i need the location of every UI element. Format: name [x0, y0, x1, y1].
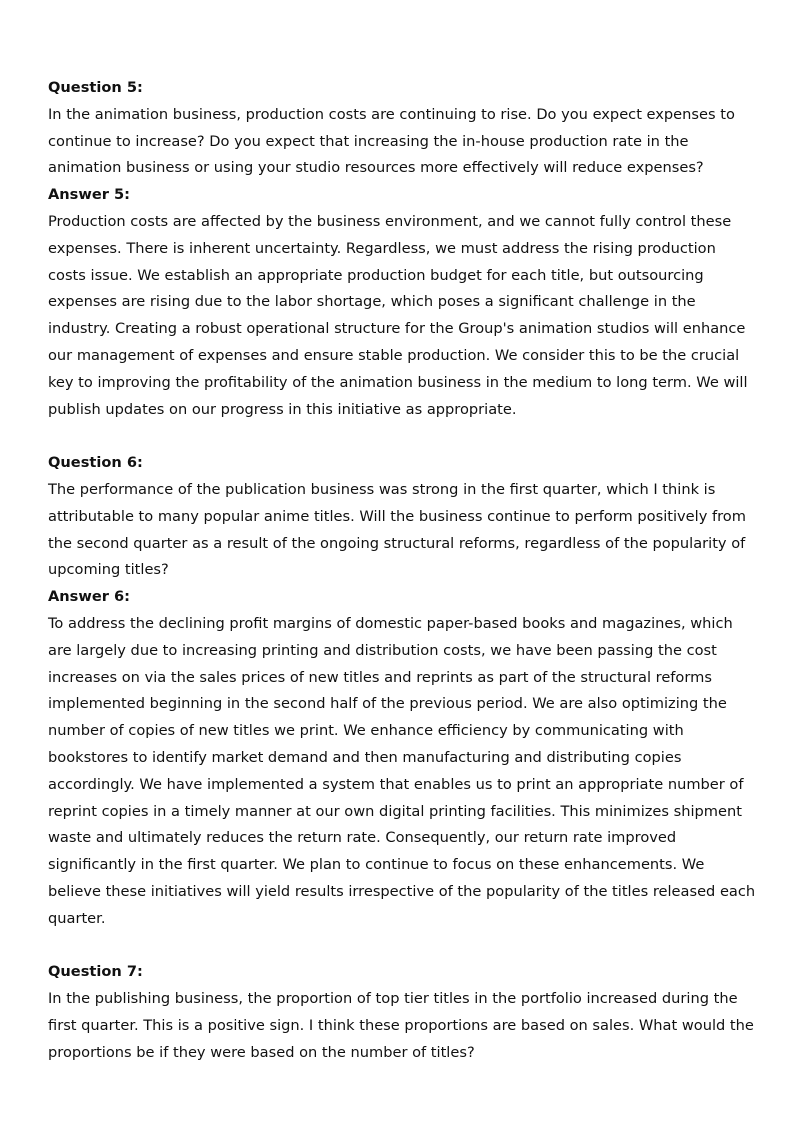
- question-6-text: The performance of the publication business was strong in the first quarter, which I think is attributable to many popular anime titles. Will the business continue to perform positively from the second quarter as a result of the ongoing structural reforms, regardless of the popularity of upcoming titles?: [48, 480, 746, 579]
- answer-6-text: To address the declining profit margins of domestic paper-based books and magazines, which are largely due to increasing printing and distribution costs, we have been passing the cost increases on via the sales prices of new titles and reprints as part of the structural reforms implemented beginning in the second half of the previous period. We are also optimizing the number of copies of new titles we print. We enhance efficiency by communicating with bookstores to identify market demand and then manufacturing and distributing copies accordingly. We have implemented a system that enables us to print an appropriate number of reprint copies in a timely manner at our own digital printing facilities. This minimizes shipment waste and ultimately reduces the return rate. Consequently, our return rate improved significantly in the first quarter. We plan to continue to focus on these enhancements. We believe these initiatives will yield results irrespective of the popularity of the titles released each quarter.: [48, 614, 756, 927]
- document-page: [48, 75, 758, 1093]
- answer-5-text: Production costs are affected by the business environment, and we cannot fully control these expenses. There is inherent uncertainty. Regardless, we must address the rising production costs issue. We establish an appropriate production budget for each title, but outsourcing expenses are rising due to the labor shortage, which poses a significant challenge in the industry. Creating a robust operational structure for the Group's animation studios will enhance our management of expenses and ensure stable production. We consider this to be the crucial key to improving the profitability of the animation business in the medium to long term. We will publish updates on our progress in this initiative as appropriate.: [48, 212, 748, 418]
- question-5-label: Question 5:: [48, 79, 143, 96]
- qa-block-5: [48, 75, 758, 423]
- question-7-label: Question 7:: [48, 963, 143, 981]
- answer-6-label: Answer 6:: [48, 588, 131, 606]
- qa-block-6: [48, 450, 758, 932]
- question-5-text: In the animation business, production costs are continuing to rise. Do you expect expenses to continue to increase? Do you expect that increasing the in-house production rate in the animation business or using your studio resources more effectively will reduce expenses?: [48, 105, 735, 177]
- qa-block-7: [48, 959, 758, 1066]
- question-7-text: In the publishing business, the proportion of top tier titles in the portfolio increased during the first quarter. This is a positive sign. I think these proportions are based on sales. What would the proportions be if they were based on the number of titles?: [48, 990, 754, 1061]
- question-6-label: Question 6:: [48, 454, 143, 472]
- answer-5-label: Answer 5:: [48, 186, 131, 204]
